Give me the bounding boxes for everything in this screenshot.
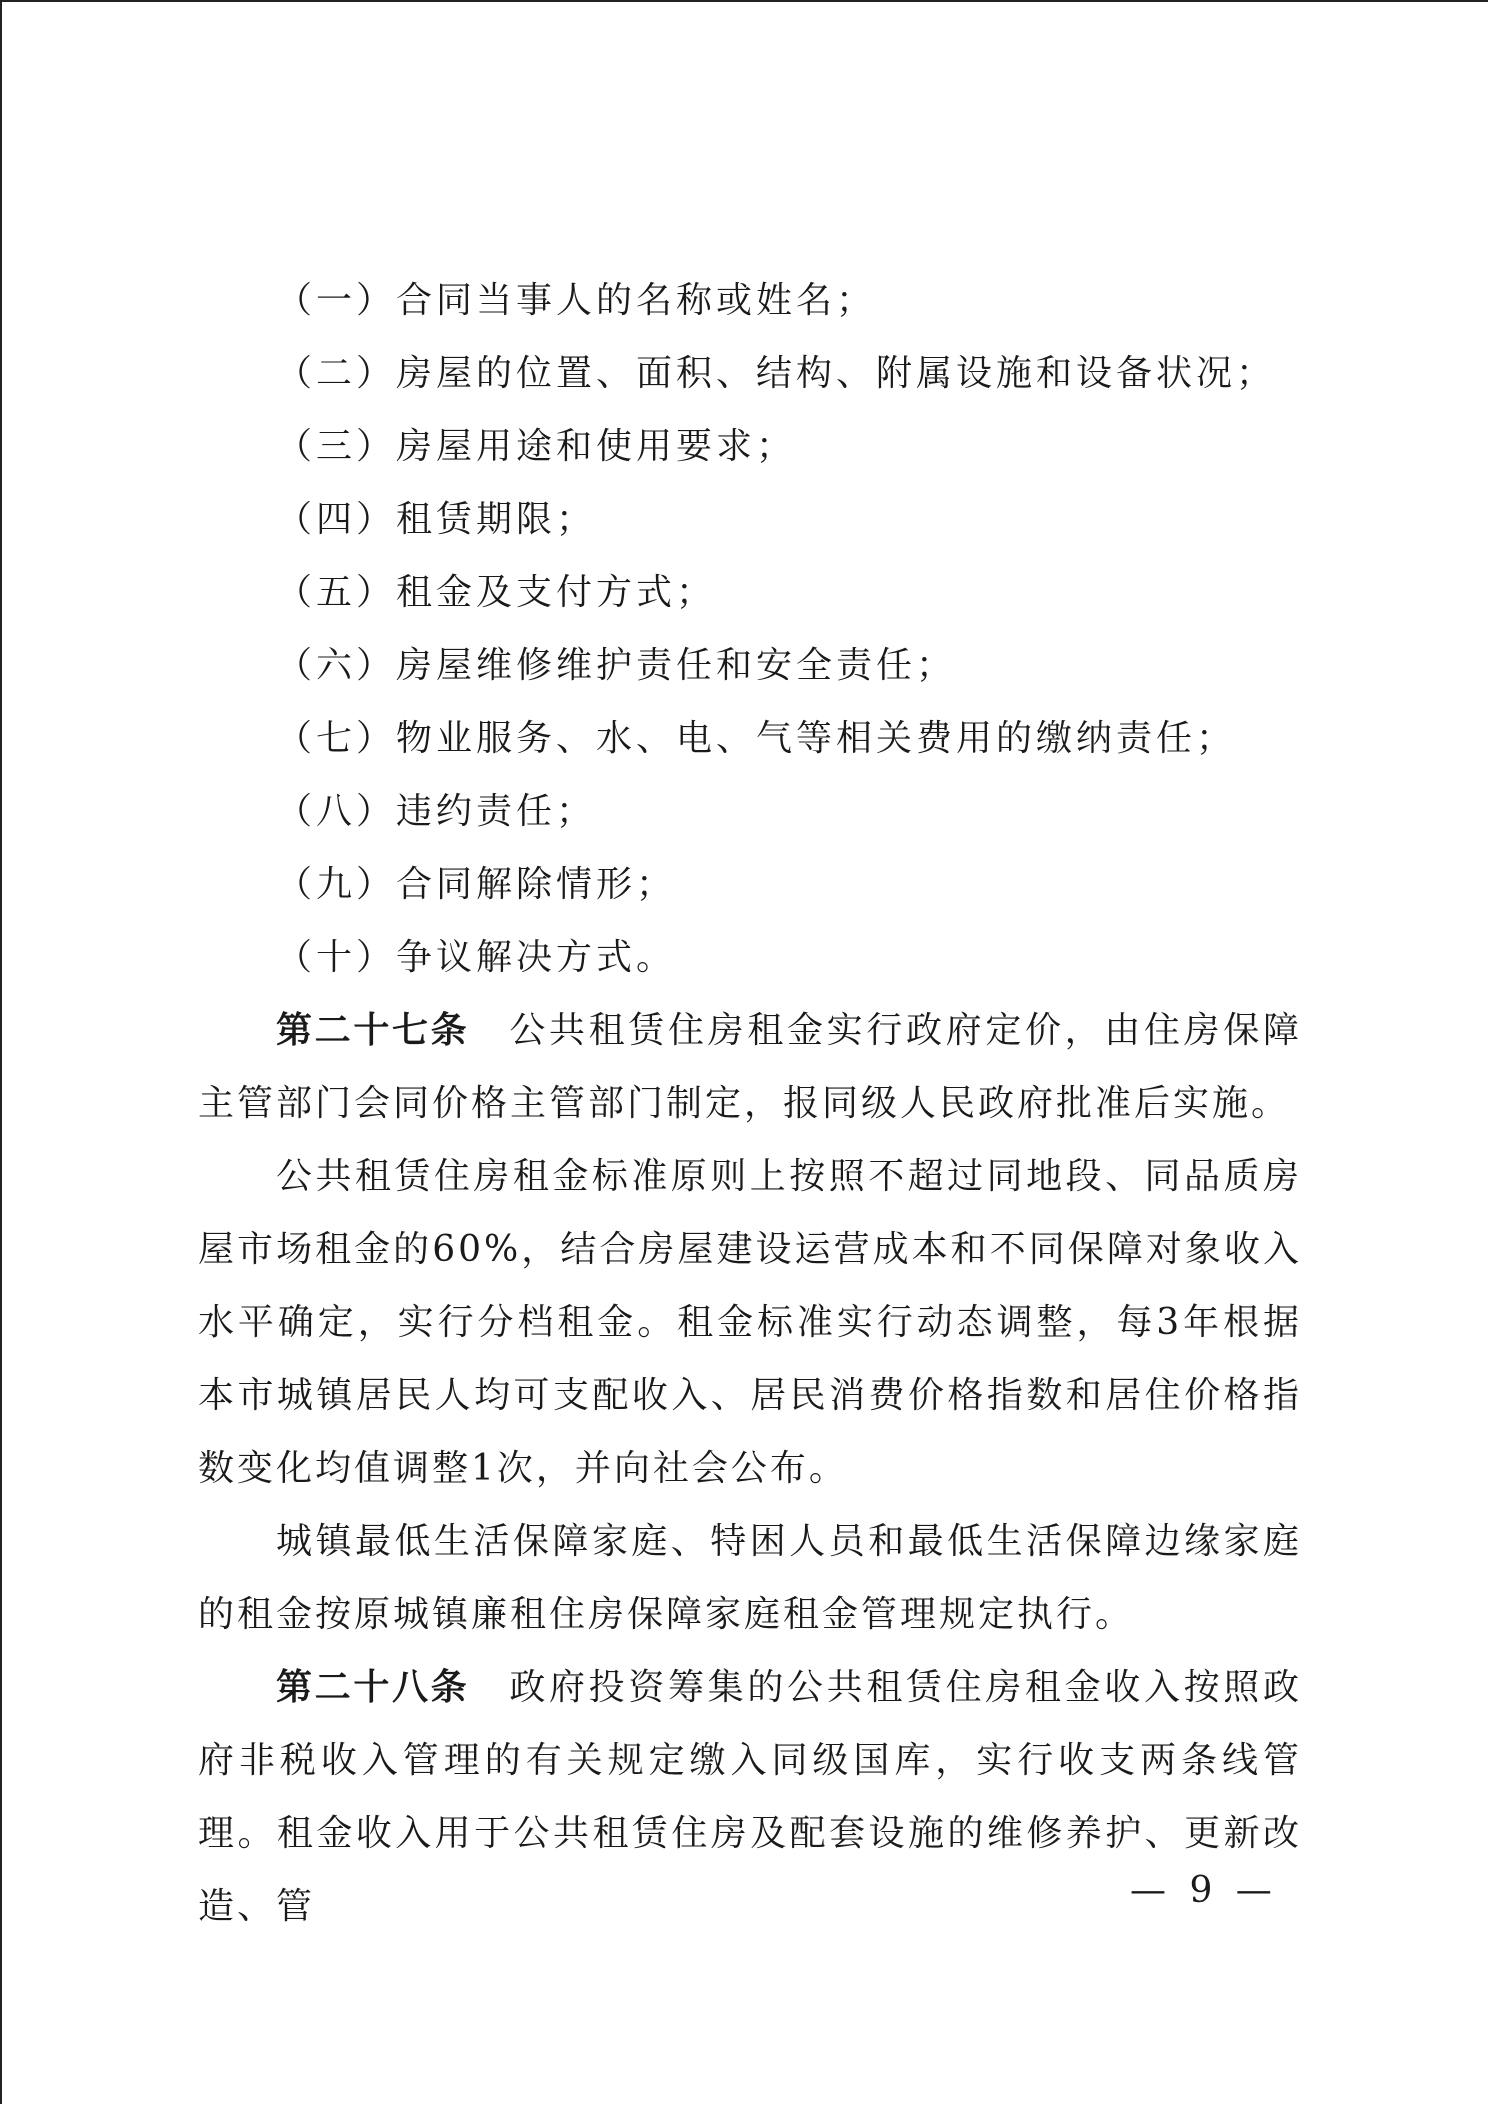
page-body — [198, 264, 1302, 1943]
article-27-paragraph-1 — [198, 994, 1302, 1140]
list-item: （四）租赁期限； — [276, 499, 597, 540]
list-item: （一）合同当事人的名称或姓名； — [276, 280, 877, 321]
article-28-heading: 第二十八条 — [276, 1667, 470, 1708]
article-27-paragraph-2: 公共租赁住房租金标准原则上按照不超过同地段、同品质房屋市场租金的60%，结合房屋建设运营成本和不同保障对象收入水平确定，实行分档租金。租金标准实行动态调整，每3年根据本市城镇居民人均可支配收入、居民消费价格指数和居住价格指数变化均值调整1次，并向社会公布。 — [198, 1156, 1302, 1489]
list-item: （九）合同解除情形； — [276, 864, 677, 905]
list-item: （七）物业服务、水、电、气等相关费用的缴纳责任； — [276, 718, 1237, 759]
article-28-text: 政府投资筹集的公共租赁住房租金收入按照政府非税收入管理的有关规定缴入同级国库，实行收支两条线管理。租金收入用于公共租赁住房及配套设施的维修养护、更新改造、管 — [198, 1667, 1302, 1927]
list-item: （二）房屋的位置、面积、结构、附属设施和设备状况； — [276, 353, 1277, 394]
list-item: （五）租金及支付方式； — [276, 572, 717, 613]
list-item: （六）房屋维修维护责任和安全责任； — [276, 645, 957, 686]
article-27-paragraph-3: 城镇最低生活保障家庭、特困人员和最低生活保障边缘家庭的租金按原城镇廉租住房保障家庭租金管理规定执行。 — [198, 1521, 1302, 1635]
page-number: — 9 — — [1130, 1870, 1278, 1911]
list-item: （三）房屋用途和使用要求； — [276, 426, 797, 467]
article-27-heading: 第二十七条 — [276, 1010, 470, 1051]
list-item: （十）争议解决方式。 — [276, 937, 677, 978]
article-27-text: 公共租赁住房租金实行政府定价，由住房保障主管部门会同价格主管部门制定，报同级人民政府批准后实施。 — [198, 1010, 1302, 1124]
list-item: （八）违约责任； — [276, 791, 597, 832]
